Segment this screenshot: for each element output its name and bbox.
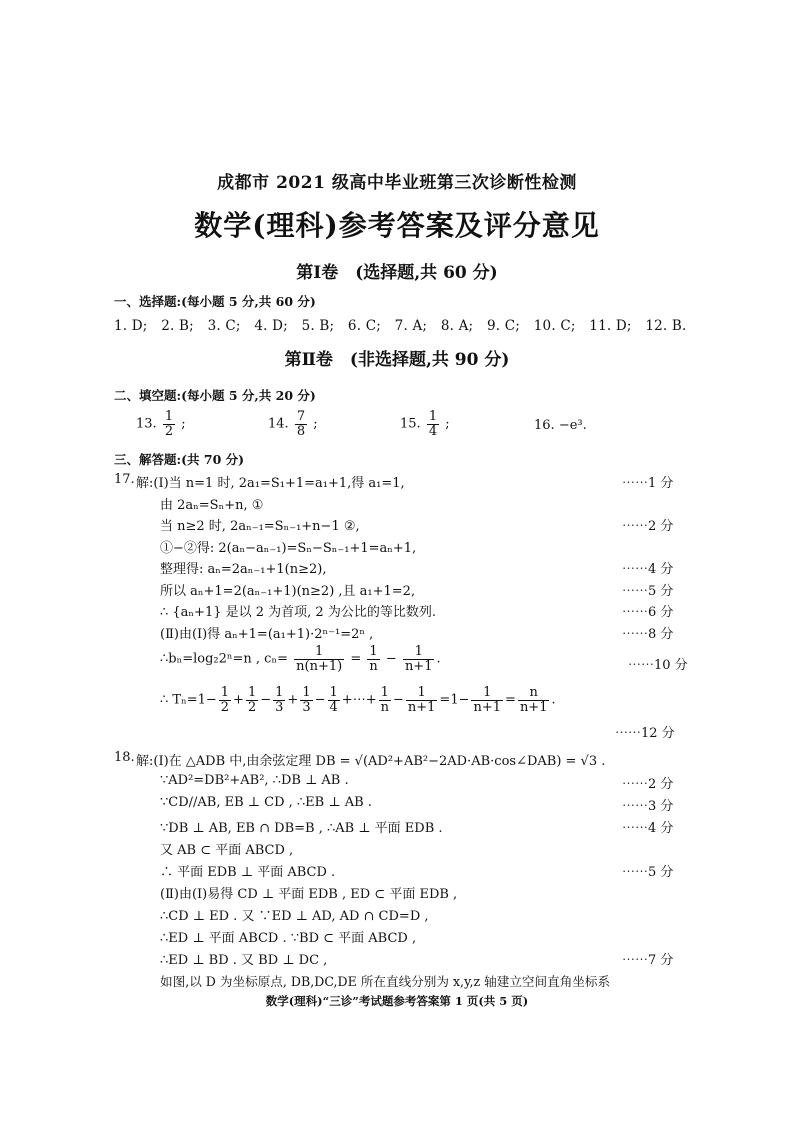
exam-title: 成都市 2021 级高中毕业班第三次诊断性检测 bbox=[217, 173, 577, 193]
numerator: 1 bbox=[247, 685, 257, 700]
numerator: 1 bbox=[428, 409, 438, 424]
q17-line-2: 由 2aₙ=Sₙ+n, ① bbox=[160, 498, 264, 513]
q18-line-7: (Ⅱ)由(Ⅰ)易得 CD ⊥ 平面 EDB , ED ⊂ 平面 EDB , bbox=[160, 887, 458, 902]
score-1: ⋯⋯1 分 bbox=[622, 476, 674, 491]
document-title: 数学(理科)参考答案及评分意见 bbox=[194, 209, 600, 242]
q18-line-3: ∵CD//AB, EB ⊥ CD , ∴EB ⊥ AB . bbox=[160, 795, 372, 810]
q18-line-11: 如图,以 D 为坐标原点, DB,DC,DE 所在直线分别为 x,y,z 轴建立空间直角坐标系 bbox=[160, 974, 611, 989]
section-fill-in: 二、填空题:(每小题 5 分,共 20 分) bbox=[114, 388, 316, 403]
numerator: n bbox=[518, 686, 550, 701]
fraction bbox=[273, 686, 285, 714]
numerator: 7 bbox=[296, 409, 306, 424]
numerator: 1 bbox=[403, 645, 435, 660]
q17-line-5: 整理得: aₙ=2aₙ₋₁+1(n≥2), bbox=[160, 562, 327, 577]
fill-label: 14. bbox=[268, 416, 289, 432]
numerator: 1 bbox=[220, 685, 230, 700]
denominator: n bbox=[369, 658, 378, 674]
operator: + bbox=[287, 692, 299, 708]
q18-line-8: ∴CD ⊥ ED . 又 ∵ED ⊥ AD, AD ∩ CD=D , bbox=[160, 909, 429, 924]
score-10: ⋯⋯10 分 bbox=[628, 658, 688, 673]
q18-line-6: ∴ 平面 EDB ⊥ 平面 ABCD . bbox=[160, 865, 336, 880]
volume-1-heading: 第Ⅰ卷 (选择题,共 60 分) bbox=[296, 263, 498, 283]
score-5: ⋯⋯5 分 bbox=[622, 584, 674, 599]
numerator: 1 bbox=[275, 685, 284, 700]
operator: + bbox=[233, 692, 244, 708]
denominator: 2 bbox=[220, 699, 230, 715]
fill-answer-13: 13. $\frac{1}{2}$ ; bbox=[136, 409, 186, 439]
section-solutions: 三、解答题:(共 70 分) bbox=[114, 452, 245, 467]
denominator: n+1 bbox=[407, 699, 436, 715]
expr: ∴ Tₙ=1− bbox=[160, 692, 217, 708]
q18-line-4: ∵DB ⊥ AB, EB ∩ DB=B , ∴AB ⊥ 平面 EDB . bbox=[160, 821, 443, 836]
score-t3: ⋯⋯3 分 bbox=[622, 799, 674, 814]
operator: . bbox=[436, 651, 441, 667]
fill-answer-15: 15. $\frac{1}{4}$ ; bbox=[400, 409, 450, 439]
q17-line-6: 所以 aₙ+1=2(aₙ₋₁+1)(n≥2) ,且 a₁+1=2, bbox=[160, 584, 416, 599]
expr: ∴bₙ=log₂2ⁿ=n , cₙ= bbox=[160, 651, 288, 667]
fraction bbox=[403, 645, 435, 673]
operator: − bbox=[392, 692, 404, 708]
fill-value: −e³. bbox=[558, 418, 587, 433]
score-t4: ⋯⋯4 分 bbox=[622, 821, 674, 836]
q18-line-1: 解:(Ⅰ)在 △ADB 中,由余弦定理 DB = √(AD²+AB²−2AD·AB·cos∠DAB) = √3 . bbox=[136, 754, 606, 769]
denominator: n+1 bbox=[519, 699, 548, 715]
denominator: 8 bbox=[296, 423, 306, 439]
fraction bbox=[328, 686, 340, 714]
score-8: ⋯⋯8 分 bbox=[622, 627, 674, 642]
fraction bbox=[246, 686, 258, 714]
numerator: 1 bbox=[302, 685, 311, 700]
score-6: ⋯⋯6 分 bbox=[622, 605, 674, 620]
denominator: n+1 bbox=[473, 699, 502, 715]
multiple-choice-answers: 1. D; 2. B; 3. C; 4. D; 5. B; 6. C; 7. A; 8. A; 9. C; 10. C; 11. D; 12. B. bbox=[114, 318, 687, 334]
operator: − bbox=[385, 651, 397, 667]
operator: − bbox=[260, 692, 272, 708]
fraction bbox=[379, 686, 391, 714]
fill-answer-16 bbox=[534, 418, 587, 433]
fraction bbox=[471, 686, 503, 714]
fraction bbox=[295, 410, 307, 438]
denominator: 4 bbox=[329, 699, 338, 715]
fill-label: 16. bbox=[534, 418, 555, 433]
numerator: 1 bbox=[164, 409, 174, 424]
numerator: 1 bbox=[294, 645, 344, 660]
denominator: 4 bbox=[428, 423, 438, 439]
fraction bbox=[219, 686, 231, 714]
operator: = bbox=[350, 651, 362, 667]
volume-2-heading: 第Ⅱ卷 (非选择题,共 90 分) bbox=[284, 350, 510, 370]
q18-line-5: 又 AB ⊂ 平面 ABCD , bbox=[160, 843, 294, 858]
fraction bbox=[518, 686, 550, 714]
fraction bbox=[163, 410, 175, 438]
q17-line-10 bbox=[160, 686, 556, 714]
operator: +⋯+ bbox=[341, 692, 377, 708]
fill-label: 13. bbox=[136, 416, 157, 432]
fraction bbox=[427, 410, 439, 438]
score-2: ⋯⋯2 分 bbox=[622, 519, 674, 534]
score-t5: ⋯⋯5 分 bbox=[622, 865, 674, 880]
denominator: 3 bbox=[302, 699, 311, 715]
denominator: n+1 bbox=[404, 658, 433, 674]
question-18-number: 18. bbox=[114, 750, 135, 765]
operator: =1− bbox=[439, 692, 470, 708]
q18-line-10: ∴ED ⊥ BD . 又 BD ⊥ DC , bbox=[160, 953, 328, 968]
operator: . bbox=[551, 692, 556, 708]
fill-label: 15. bbox=[400, 416, 421, 432]
denominator: 2 bbox=[247, 699, 257, 715]
q17-line-9 bbox=[160, 645, 441, 673]
numerator: 1 bbox=[329, 685, 338, 700]
numerator: 1 bbox=[406, 686, 438, 701]
numerator: 1 bbox=[379, 686, 391, 701]
q17-line-7: ∴ {aₙ+1} 是以 2 为首项, 2 为公比的等比数列. bbox=[160, 605, 436, 620]
denominator: 2 bbox=[164, 423, 174, 439]
score-t7: ⋯⋯7 分 bbox=[622, 953, 674, 968]
operator: − bbox=[314, 692, 326, 708]
denominator: 3 bbox=[275, 699, 284, 715]
denominator: n bbox=[380, 699, 389, 715]
q17-line-4: ①−②得: 2(aₙ−aₙ₋₁)=Sₙ−Sₙ₋₁+1=aₙ+1, bbox=[160, 541, 417, 556]
fraction bbox=[406, 686, 438, 714]
q18-line-2: ∵AD²=DB²+AB², ∴DB ⊥ AB . bbox=[160, 773, 349, 788]
question-17-number: 17. bbox=[114, 472, 135, 487]
numerator: 1 bbox=[471, 686, 503, 701]
fill-answer-14: 14. $\frac{7}{8}$ ; bbox=[268, 409, 318, 439]
numerator: 1 bbox=[367, 645, 379, 660]
q17-line-1: 解:(Ⅰ)当 n=1 时, 2a₁=S₁+1=a₁+1,得 a₁=1, bbox=[136, 476, 405, 491]
fraction bbox=[300, 686, 312, 714]
fraction bbox=[367, 645, 379, 673]
denominator: n(n+1) bbox=[296, 658, 343, 674]
score-t2: ⋯⋯2 分 bbox=[622, 777, 674, 792]
q17-line-3: 当 n≥2 时, 2aₙ₋₁=Sₙ₋₁+n−1 ②, bbox=[160, 519, 360, 534]
section-multiple-choice: 一、选择题:(每小题 5 分,共 60 分) bbox=[114, 294, 316, 309]
q18-line-9: ∴ED ⊥ 平面 ABCD . ∵BD ⊂ 平面 ABCD , bbox=[160, 931, 417, 946]
fraction bbox=[294, 645, 344, 673]
page-footer: 数学(理科)“三诊”考试题参考答案第 1 页(共 5 页) bbox=[265, 994, 529, 1008]
operator: = bbox=[505, 692, 516, 708]
score-4: ⋯⋯4 分 bbox=[622, 562, 674, 577]
q17-line-8: (Ⅱ)由(Ⅰ)得 aₙ+1=(a₁+1)·2ⁿ⁻¹=2ⁿ , bbox=[160, 627, 374, 642]
score-12: ⋯⋯12 分 bbox=[615, 726, 675, 741]
